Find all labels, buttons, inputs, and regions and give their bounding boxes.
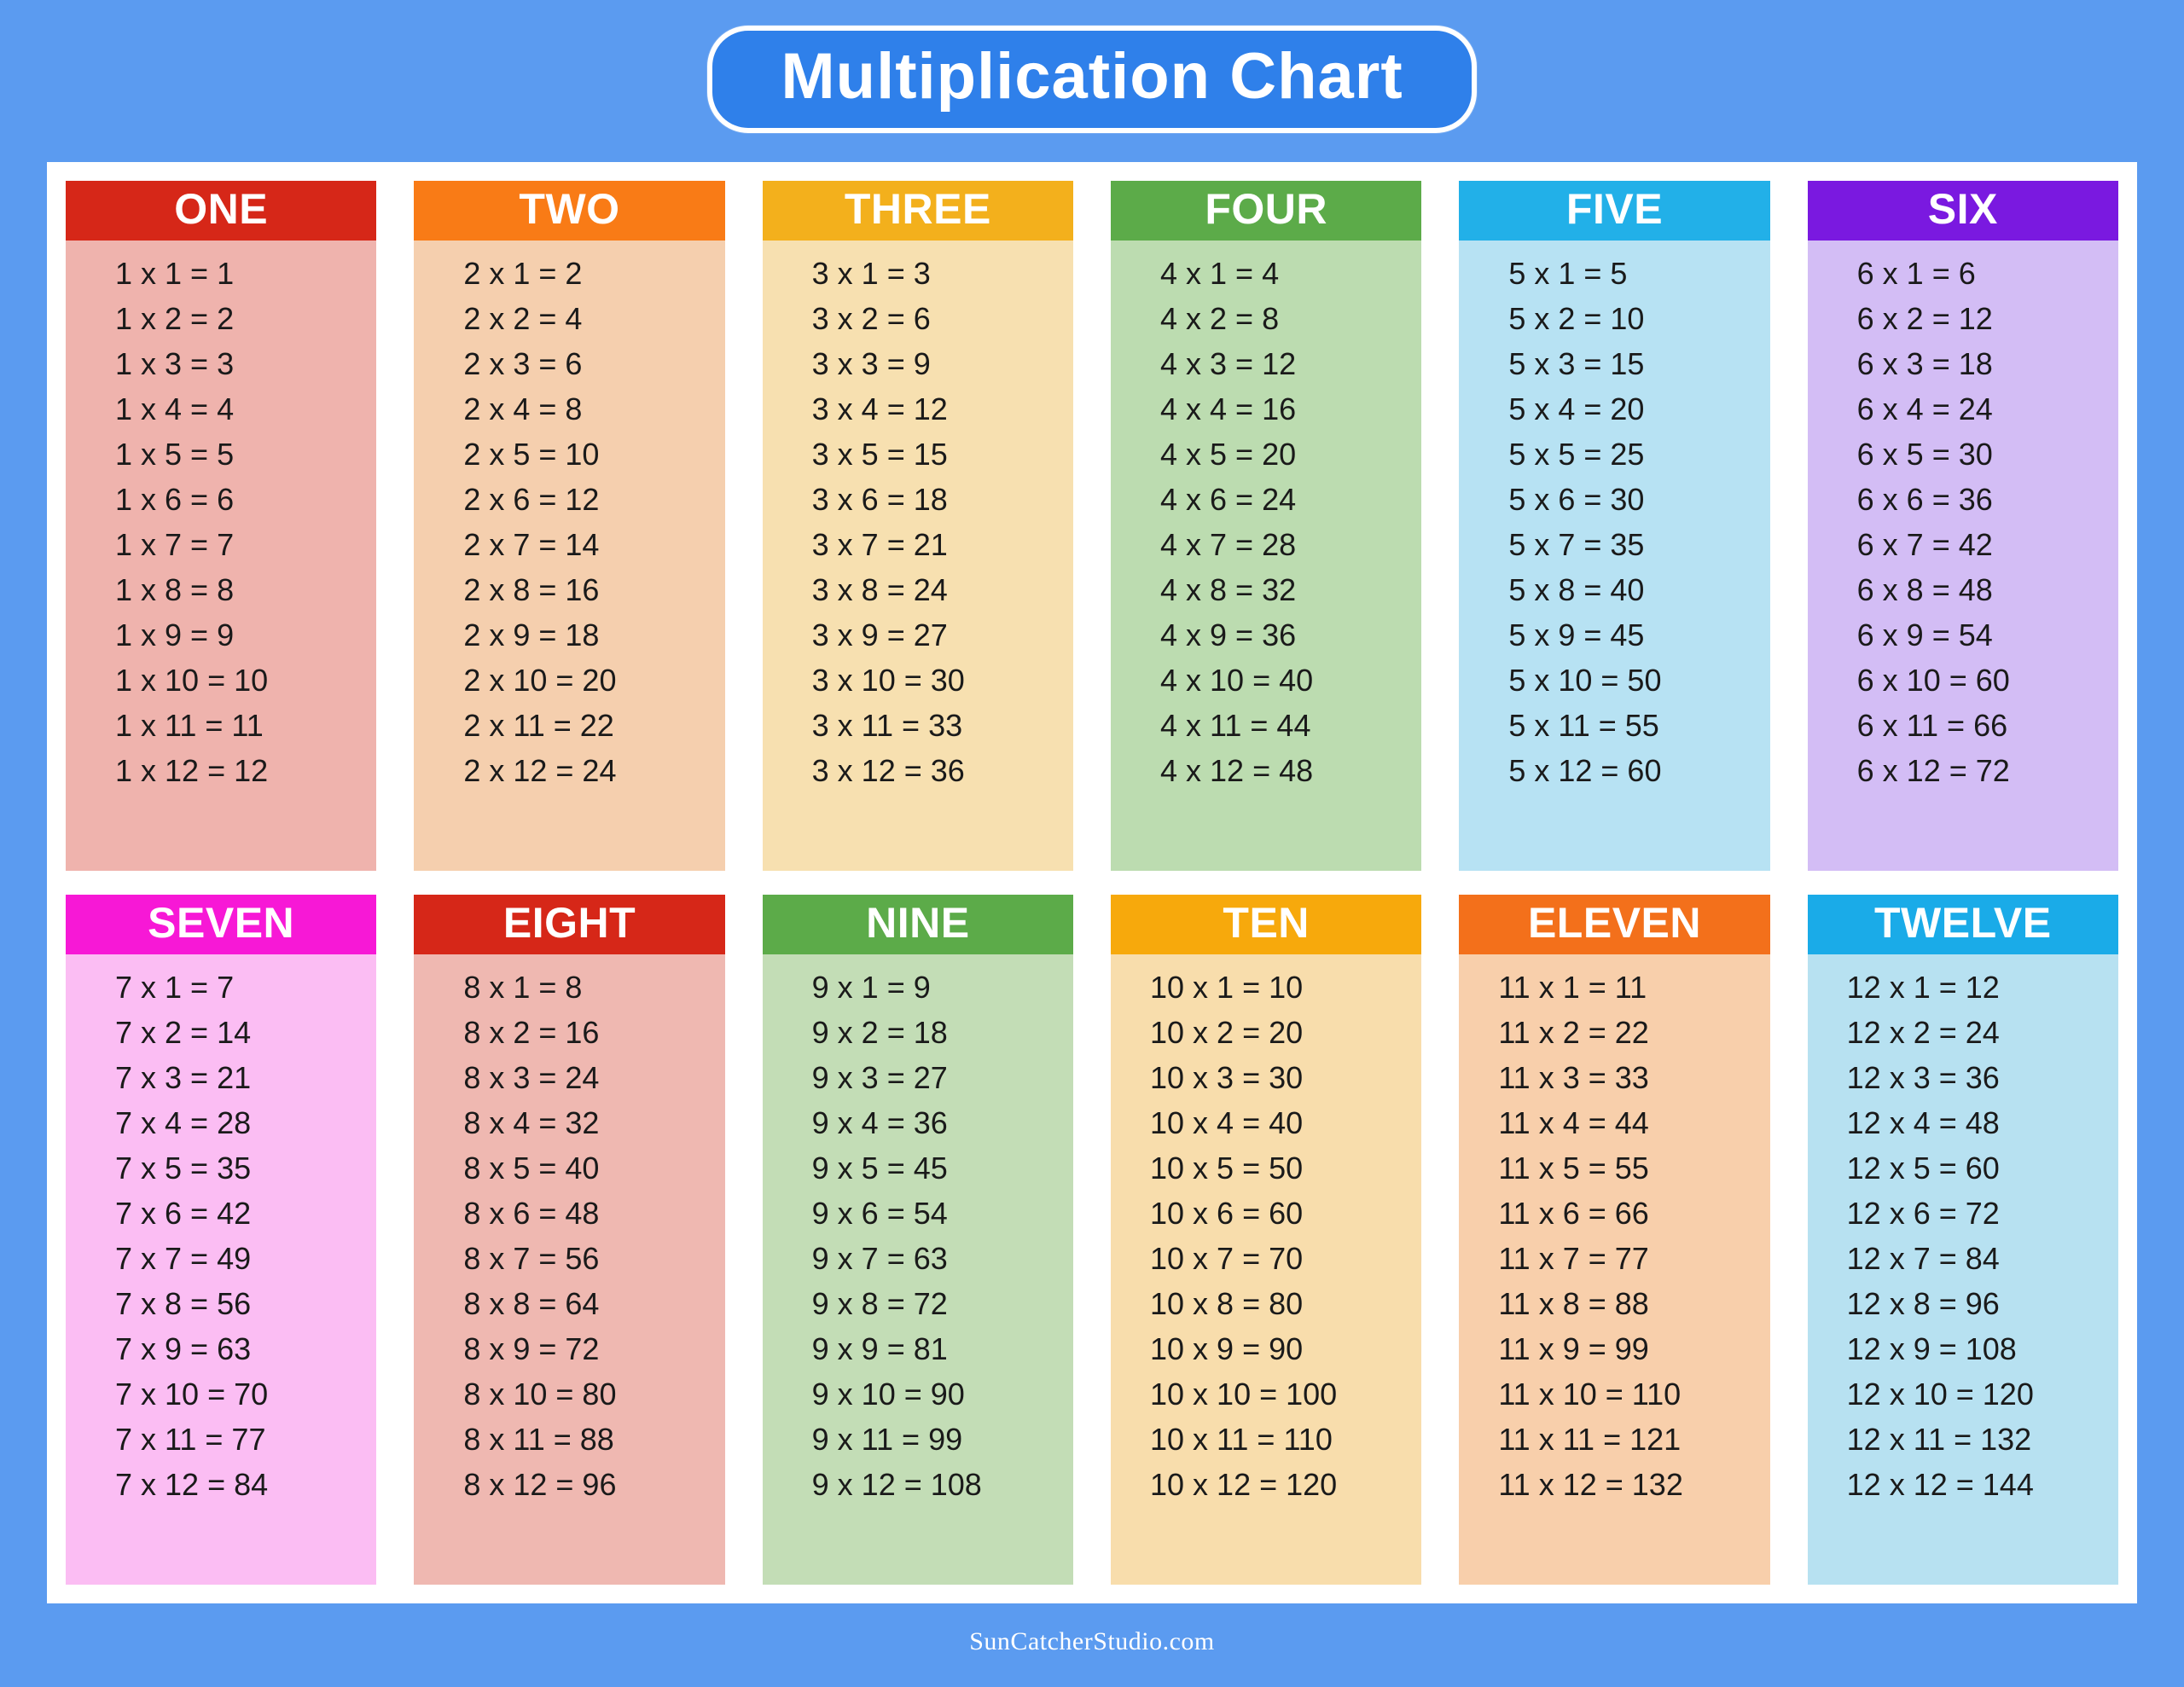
table-card-header: ELEVEN	[1459, 895, 1769, 954]
equation-row: 1 x 2 = 2	[115, 300, 235, 336]
equation-row: 5 x 2 = 10	[1508, 300, 1645, 336]
table-card-header: SEVEN	[66, 895, 376, 954]
equation-row: 5 x 9 = 45	[1508, 617, 1645, 652]
equation-row: 4 x 12 = 48	[1160, 752, 1314, 788]
equation-row: 9 x 11 = 99	[811, 1421, 963, 1457]
equation-row: 6 x 6 = 36	[1856, 481, 1993, 517]
equation-row: 5 x 12 = 60	[1508, 752, 1662, 788]
equation-row: 9 x 5 = 45	[811, 1150, 948, 1186]
equation-row: 12 x 1 = 12	[1846, 969, 2000, 1005]
equation-row: 4 x 8 = 32	[1160, 571, 1297, 607]
equation-row: 2 x 2 = 4	[463, 300, 583, 336]
equation-row: 9 x 10 = 90	[811, 1376, 965, 1412]
table-card-body	[1111, 241, 1421, 871]
equation-row: 11 x 2 = 22	[1498, 1014, 1649, 1050]
equation-row: 2 x 3 = 6	[463, 345, 583, 381]
equation-row: 4 x 7 = 28	[1160, 526, 1297, 562]
table-card-header: NINE	[763, 895, 1073, 954]
equation-row: 4 x 9 = 36	[1160, 617, 1297, 652]
equation-row: 8 x 3 = 24	[463, 1059, 600, 1095]
equation-row: 5 x 1 = 5	[1508, 255, 1628, 291]
equation-row: 7 x 9 = 63	[115, 1330, 252, 1366]
equation-row: 1 x 10 = 10	[115, 662, 269, 698]
equation-row: 3 x 11 = 33	[811, 707, 963, 743]
table-card-body	[66, 954, 376, 1585]
equation-row: 12 x 7 = 84	[1846, 1240, 2000, 1276]
equation-row: 1 x 9 = 9	[115, 617, 235, 652]
equation-row: 8 x 10 = 80	[463, 1376, 617, 1412]
equation-row: 4 x 10 = 40	[1160, 662, 1314, 698]
chart-board	[47, 162, 2137, 1603]
equation-row: 8 x 8 = 64	[463, 1285, 600, 1321]
equation-row: 9 x 7 = 63	[811, 1240, 948, 1276]
equation-row: 2 x 6 = 12	[463, 481, 600, 517]
equation-row: 3 x 8 = 24	[811, 571, 948, 607]
table-card	[1111, 895, 1421, 1585]
equation-row: 6 x 1 = 6	[1856, 255, 1976, 291]
equation-row: 9 x 9 = 81	[811, 1330, 948, 1366]
table-card-header: TEN	[1111, 895, 1421, 954]
equation-row: 11 x 6 = 66	[1498, 1195, 1649, 1231]
table-card	[414, 895, 724, 1585]
table-card	[1459, 895, 1769, 1585]
equation-row: 4 x 6 = 24	[1160, 481, 1297, 517]
equation-row: 1 x 8 = 8	[115, 571, 235, 607]
equation-row: 6 x 7 = 42	[1856, 526, 1993, 562]
equation-row: 2 x 8 = 16	[463, 571, 600, 607]
equation-row: 2 x 4 = 8	[463, 391, 583, 426]
table-card	[414, 181, 724, 871]
equation-row: 3 x 12 = 36	[811, 752, 965, 788]
table-card-body	[763, 954, 1073, 1585]
equation-row: 9 x 8 = 72	[811, 1285, 948, 1321]
table-card-body	[66, 241, 376, 871]
page-title: Multiplication Chart	[781, 40, 1403, 113]
equation-row: 12 x 11 = 132	[1846, 1421, 2032, 1457]
table-card-body	[1459, 954, 1769, 1585]
equation-row: 2 x 5 = 10	[463, 436, 600, 472]
equation-row: 1 x 11 = 11	[115, 707, 264, 743]
equation-row: 4 x 4 = 16	[1160, 391, 1297, 426]
equation-row: 7 x 4 = 28	[115, 1104, 252, 1140]
table-card-header: FIVE	[1459, 181, 1769, 241]
equation-row: 6 x 11 = 66	[1856, 707, 2008, 743]
equation-row: 8 x 9 = 72	[463, 1330, 600, 1366]
equation-row: 10 x 5 = 50	[1150, 1150, 1304, 1186]
equation-row: 3 x 4 = 12	[811, 391, 948, 426]
equation-row: 5 x 8 = 40	[1508, 571, 1645, 607]
equation-row: 9 x 1 = 9	[811, 969, 931, 1005]
title-pill	[707, 26, 1476, 133]
equation-row: 3 x 3 = 9	[811, 345, 931, 381]
equation-row: 1 x 3 = 3	[115, 345, 235, 381]
equation-row: 10 x 7 = 70	[1150, 1240, 1304, 1276]
equation-row: 3 x 1 = 3	[811, 255, 931, 291]
equation-row: 7 x 12 = 84	[115, 1466, 269, 1502]
equation-row: 11 x 1 = 11	[1498, 969, 1647, 1005]
equation-row: 7 x 1 = 7	[115, 969, 235, 1005]
equation-row: 2 x 10 = 20	[463, 662, 617, 698]
equation-row: 4 x 5 = 20	[1160, 436, 1297, 472]
table-card	[66, 895, 376, 1585]
equation-row: 4 x 2 = 8	[1160, 300, 1280, 336]
equation-row: 5 x 5 = 25	[1508, 436, 1645, 472]
equation-row: 2 x 12 = 24	[463, 752, 617, 788]
equation-row: 6 x 12 = 72	[1856, 752, 2010, 788]
equation-row: 1 x 1 = 1	[115, 255, 235, 291]
title-container	[0, 26, 2184, 133]
table-card-body	[1459, 241, 1769, 871]
equation-row: 2 x 1 = 2	[463, 255, 583, 291]
equation-row: 7 x 7 = 49	[115, 1240, 252, 1276]
equation-row: 10 x 4 = 40	[1150, 1104, 1304, 1140]
table-card	[763, 181, 1073, 871]
equation-row: 11 x 12 = 132	[1498, 1466, 1683, 1502]
equation-row: 11 x 8 = 88	[1498, 1285, 1649, 1321]
equation-row: 10 x 10 = 100	[1150, 1376, 1338, 1412]
equation-row: 9 x 12 = 108	[811, 1466, 982, 1502]
equation-row: 8 x 1 = 8	[463, 969, 583, 1005]
equation-row: 11 x 3 = 33	[1498, 1059, 1649, 1095]
table-card	[1111, 181, 1421, 871]
equation-row: 8 x 7 = 56	[463, 1240, 600, 1276]
equation-row: 1 x 5 = 5	[115, 436, 235, 472]
equation-row: 8 x 11 = 88	[463, 1421, 614, 1457]
equation-row: 10 x 8 = 80	[1150, 1285, 1304, 1321]
equation-row: 3 x 2 = 6	[811, 300, 931, 336]
equation-row: 7 x 3 = 21	[115, 1059, 252, 1095]
table-card-header: THREE	[763, 181, 1073, 241]
table-card-body	[414, 241, 724, 871]
equation-row: 5 x 7 = 35	[1508, 526, 1645, 562]
equation-row: 10 x 1 = 10	[1150, 969, 1304, 1005]
equation-row: 9 x 3 = 27	[811, 1059, 948, 1095]
equation-row: 10 x 3 = 30	[1150, 1059, 1304, 1095]
equation-row: 9 x 6 = 54	[811, 1195, 948, 1231]
equation-row: 8 x 12 = 96	[463, 1466, 617, 1502]
table-card	[1459, 181, 1769, 871]
equation-row: 11 x 4 = 44	[1498, 1104, 1649, 1140]
equation-row: 8 x 6 = 48	[463, 1195, 600, 1231]
equation-row: 9 x 2 = 18	[811, 1014, 948, 1050]
table-card-body	[414, 954, 724, 1585]
equation-row: 10 x 2 = 20	[1150, 1014, 1304, 1050]
table-card-header: SIX	[1808, 181, 2118, 241]
equation-row: 5 x 6 = 30	[1508, 481, 1645, 517]
table-card	[66, 181, 376, 871]
equation-row: 6 x 8 = 48	[1856, 571, 1993, 607]
equation-row: 2 x 11 = 22	[463, 707, 614, 743]
equation-row: 4 x 1 = 4	[1160, 255, 1280, 291]
table-card-header: FOUR	[1111, 181, 1421, 241]
equation-row: 3 x 7 = 21	[811, 526, 948, 562]
equation-row: 10 x 12 = 120	[1150, 1466, 1338, 1502]
tables-grid	[66, 181, 2118, 1585]
table-card	[763, 895, 1073, 1585]
table-card-body	[1808, 954, 2118, 1585]
table-card-header: TWO	[414, 181, 724, 241]
equation-row: 8 x 2 = 16	[463, 1014, 600, 1050]
table-card-body	[1111, 954, 1421, 1585]
equation-row: 8 x 4 = 32	[463, 1104, 600, 1140]
equation-row: 2 x 7 = 14	[463, 526, 600, 562]
equation-row: 7 x 2 = 14	[115, 1014, 252, 1050]
equation-row: 5 x 4 = 20	[1508, 391, 1645, 426]
equation-row: 4 x 3 = 12	[1160, 345, 1297, 381]
equation-row: 3 x 5 = 15	[811, 436, 948, 472]
equation-row: 5 x 11 = 55	[1508, 707, 1659, 743]
equation-row: 3 x 6 = 18	[811, 481, 948, 517]
table-card-header: ONE	[66, 181, 376, 241]
equation-row: 8 x 5 = 40	[463, 1150, 600, 1186]
equation-row: 7 x 11 = 77	[115, 1421, 266, 1457]
table-card	[1808, 181, 2118, 871]
equation-row: 1 x 6 = 6	[115, 481, 235, 517]
equation-row: 11 x 5 = 55	[1498, 1150, 1649, 1186]
equation-row: 12 x 8 = 96	[1846, 1285, 2000, 1321]
table-card-header: TWELVE	[1808, 895, 2118, 954]
equation-row: 5 x 10 = 50	[1508, 662, 1662, 698]
equation-row: 10 x 6 = 60	[1150, 1195, 1304, 1231]
equation-row: 3 x 9 = 27	[811, 617, 948, 652]
table-card-body	[1808, 241, 2118, 871]
equation-row: 12 x 9 = 108	[1846, 1330, 2017, 1366]
equation-row: 10 x 9 = 90	[1150, 1330, 1304, 1366]
table-card	[1808, 895, 2118, 1585]
equation-row: 12 x 3 = 36	[1846, 1059, 2000, 1095]
equation-row: 6 x 10 = 60	[1856, 662, 2010, 698]
table-card-header: EIGHT	[414, 895, 724, 954]
equation-row: 6 x 5 = 30	[1856, 436, 1993, 472]
equation-row: 11 x 9 = 99	[1498, 1330, 1649, 1366]
equation-row: 7 x 10 = 70	[115, 1376, 269, 1412]
equation-row: 9 x 4 = 36	[811, 1104, 948, 1140]
equation-row: 7 x 6 = 42	[115, 1195, 252, 1231]
equation-row: 12 x 12 = 144	[1846, 1466, 2034, 1502]
equation-row: 12 x 6 = 72	[1846, 1195, 2000, 1231]
equation-row: 4 x 11 = 44	[1160, 707, 1311, 743]
equation-row: 1 x 7 = 7	[115, 526, 235, 562]
equation-row: 6 x 4 = 24	[1856, 391, 1993, 426]
footer-credit: SunCatcherStudio.com	[969, 1627, 1215, 1655]
equation-row: 11 x 10 = 110	[1498, 1376, 1682, 1412]
equation-row: 1 x 12 = 12	[115, 752, 269, 788]
equation-row: 2 x 9 = 18	[463, 617, 600, 652]
equation-row: 1 x 4 = 4	[115, 391, 235, 426]
equation-row: 12 x 2 = 24	[1846, 1014, 2000, 1050]
equation-row: 3 x 10 = 30	[811, 662, 965, 698]
equation-row: 12 x 4 = 48	[1846, 1104, 2000, 1140]
equation-row: 11 x 11 = 121	[1498, 1421, 1682, 1457]
equation-row: 6 x 3 = 18	[1856, 345, 1993, 381]
equation-row: 7 x 8 = 56	[115, 1285, 252, 1321]
equation-row: 12 x 10 = 120	[1846, 1376, 2034, 1412]
table-card-body	[763, 241, 1073, 871]
equation-row: 5 x 3 = 15	[1508, 345, 1645, 381]
equation-row: 11 x 7 = 77	[1498, 1240, 1649, 1276]
equation-row: 6 x 9 = 54	[1856, 617, 1993, 652]
equation-row: 10 x 11 = 110	[1150, 1421, 1333, 1457]
equation-row: 12 x 5 = 60	[1846, 1150, 2000, 1186]
equation-row: 6 x 2 = 12	[1856, 300, 1993, 336]
equation-row: 7 x 5 = 35	[115, 1150, 252, 1186]
